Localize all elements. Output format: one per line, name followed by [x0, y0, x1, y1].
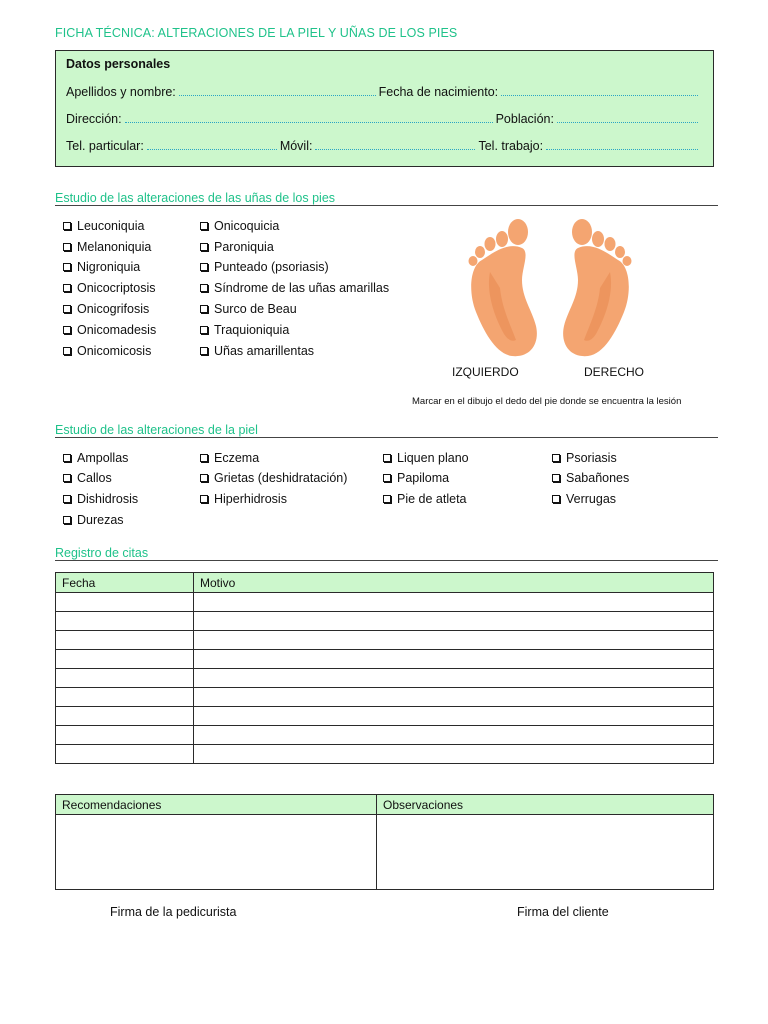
- right-foot[interactable]: [563, 219, 631, 356]
- cell-fecha[interactable]: [56, 688, 194, 707]
- cell-motivo[interactable]: [194, 650, 714, 669]
- label-poblacion: Población:: [495, 112, 554, 126]
- checkbox-pie-atleta[interactable]: Pie de atleta: [383, 492, 467, 506]
- cell-motivo[interactable]: [194, 593, 714, 612]
- signature-cliente: Firma del cliente: [517, 905, 609, 919]
- table-row[interactable]: [56, 688, 714, 707]
- cell-fecha[interactable]: [56, 593, 194, 612]
- row-name-birth: [66, 83, 701, 99]
- cell-fecha[interactable]: [56, 669, 194, 688]
- cell-fecha[interactable]: [56, 726, 194, 745]
- label-izquierdo: IZQUIERDO: [452, 365, 519, 379]
- cell-motivo[interactable]: [194, 631, 714, 650]
- left-foot[interactable]: [469, 219, 537, 356]
- nails-divider: [55, 205, 718, 206]
- citas-table: [55, 572, 714, 764]
- row-address: [66, 110, 701, 126]
- row-phones: [66, 137, 701, 153]
- citas-header-row: [56, 573, 714, 593]
- checkbox-callos[interactable]: Callos: [63, 471, 112, 485]
- col-observaciones: Observaciones: [377, 795, 714, 815]
- cell-fecha[interactable]: [56, 707, 194, 726]
- checkbox-onicomadesis[interactable]: Onicomadesis: [63, 323, 156, 337]
- checkbox-surco-beau[interactable]: Surco de Beau: [200, 302, 297, 316]
- recomendaciones-table: [55, 794, 714, 890]
- field-tel-particular[interactable]: [147, 148, 277, 150]
- personal-data-heading: Datos personales: [66, 57, 171, 71]
- checkbox-psoriasis[interactable]: Psoriasis: [552, 451, 617, 465]
- checkbox-unas-amarillentas[interactable]: Uñas amarillentas: [200, 344, 314, 358]
- table-row[interactable]: [56, 631, 714, 650]
- feet-illustration: [460, 212, 640, 362]
- label-direccion: Dirección:: [66, 112, 122, 126]
- checkbox-paroniquia[interactable]: Paroniquia: [200, 240, 274, 254]
- page-title: FICHA TÉCNICA: ALTERACIONES DE LA PIEL Y UÑAS DE LOS PIES: [55, 26, 458, 40]
- cell-fecha[interactable]: [56, 612, 194, 631]
- checkbox-onicogrifosis[interactable]: Onicogrifosis: [63, 302, 149, 316]
- checkbox-melanoniquia[interactable]: Melanoniquia: [63, 240, 151, 254]
- col-motivo: Motivo: [194, 573, 714, 593]
- cell-observaciones[interactable]: [377, 815, 714, 890]
- citas-heading: Registro de citas: [55, 546, 149, 560]
- field-apellidos[interactable]: [179, 94, 376, 96]
- field-fecha-nacimiento[interactable]: [501, 94, 698, 96]
- signature-pedicurista: Firma de la pedicurista: [110, 905, 237, 919]
- table-row[interactable]: [56, 593, 714, 612]
- checkbox-onicocriptosis[interactable]: Onicocriptosis: [63, 281, 156, 295]
- table-row[interactable]: [56, 650, 714, 669]
- checkbox-verrugas[interactable]: Verrugas: [552, 492, 616, 506]
- checkbox-durezas[interactable]: Durezas: [63, 513, 124, 527]
- table-row[interactable]: [56, 669, 714, 688]
- table-row[interactable]: [56, 745, 714, 764]
- cell-fecha[interactable]: [56, 745, 194, 764]
- checkbox-ampollas[interactable]: Ampollas: [63, 451, 128, 465]
- cell-fecha[interactable]: [56, 631, 194, 650]
- table-row[interactable]: [56, 815, 714, 890]
- nails-heading: Estudio de las alteraciones de las uñas de los pies: [55, 191, 336, 205]
- table-row[interactable]: [56, 612, 714, 631]
- cell-motivo[interactable]: [194, 707, 714, 726]
- checkbox-onicomicosis[interactable]: Onicomicosis: [63, 344, 151, 358]
- cell-motivo[interactable]: [194, 669, 714, 688]
- field-movil[interactable]: [315, 148, 475, 150]
- table-row[interactable]: [56, 707, 714, 726]
- label-fecha-nacimiento: Fecha de nacimiento:: [378, 85, 499, 99]
- checkbox-liquen-plano[interactable]: Liquen plano: [383, 451, 469, 465]
- checkbox-grietas[interactable]: Grietas (deshidratación): [200, 471, 347, 485]
- cell-motivo[interactable]: [194, 745, 714, 764]
- field-poblacion[interactable]: [557, 121, 698, 123]
- citas-divider: [55, 560, 718, 561]
- checkbox-eczema[interactable]: Eczema: [200, 451, 259, 465]
- label-tel-trabajo: Tel. trabajo:: [478, 139, 544, 153]
- skin-divider: [55, 437, 718, 438]
- col-fecha: Fecha: [56, 573, 194, 593]
- cell-motivo[interactable]: [194, 688, 714, 707]
- field-direccion[interactable]: [125, 121, 493, 123]
- label-tel-particular: Tel. particular:: [66, 139, 144, 153]
- checkbox-papiloma[interactable]: Papiloma: [383, 471, 449, 485]
- checkbox-traquioniquia[interactable]: Traquioniquia: [200, 323, 289, 337]
- checkbox-leuconiquia[interactable]: Leuconiquia: [63, 219, 144, 233]
- skin-heading: Estudio de las alteraciones de la piel: [55, 423, 258, 437]
- feet-instruction: Marcar en el dibujo el dedo del pie donde se encuentra la lesión: [412, 396, 682, 407]
- checkbox-dishidrosis[interactable]: Dishidrosis: [63, 492, 138, 506]
- cell-fecha[interactable]: [56, 650, 194, 669]
- label-apellidos: Apellidos y nombre:: [66, 85, 176, 99]
- personal-data-panel: [55, 50, 714, 167]
- cell-recomendaciones[interactable]: [56, 815, 377, 890]
- checkbox-nigroniquia[interactable]: Nigroniquia: [63, 260, 140, 274]
- checkbox-hiperhidrosis[interactable]: Hiperhidrosis: [200, 492, 287, 506]
- checkbox-punteado[interactable]: Punteado (psoriasis): [200, 260, 329, 274]
- label-movil: Móvil:: [279, 139, 313, 153]
- checkbox-sindrome-unas-amarillas[interactable]: Síndrome de las uñas amarillas: [200, 281, 389, 295]
- checkbox-sabanones[interactable]: Sabañones: [552, 471, 629, 485]
- checkbox-onicoquicia[interactable]: Onicoquicia: [200, 219, 279, 233]
- label-derecho: DERECHO: [584, 365, 645, 379]
- field-tel-trabajo[interactable]: [546, 148, 698, 150]
- table-row[interactable]: [56, 726, 714, 745]
- col-recomendaciones: Recomendaciones: [56, 795, 377, 815]
- cell-motivo[interactable]: [194, 612, 714, 631]
- cell-motivo[interactable]: [194, 726, 714, 745]
- rec-header-row: [56, 795, 714, 815]
